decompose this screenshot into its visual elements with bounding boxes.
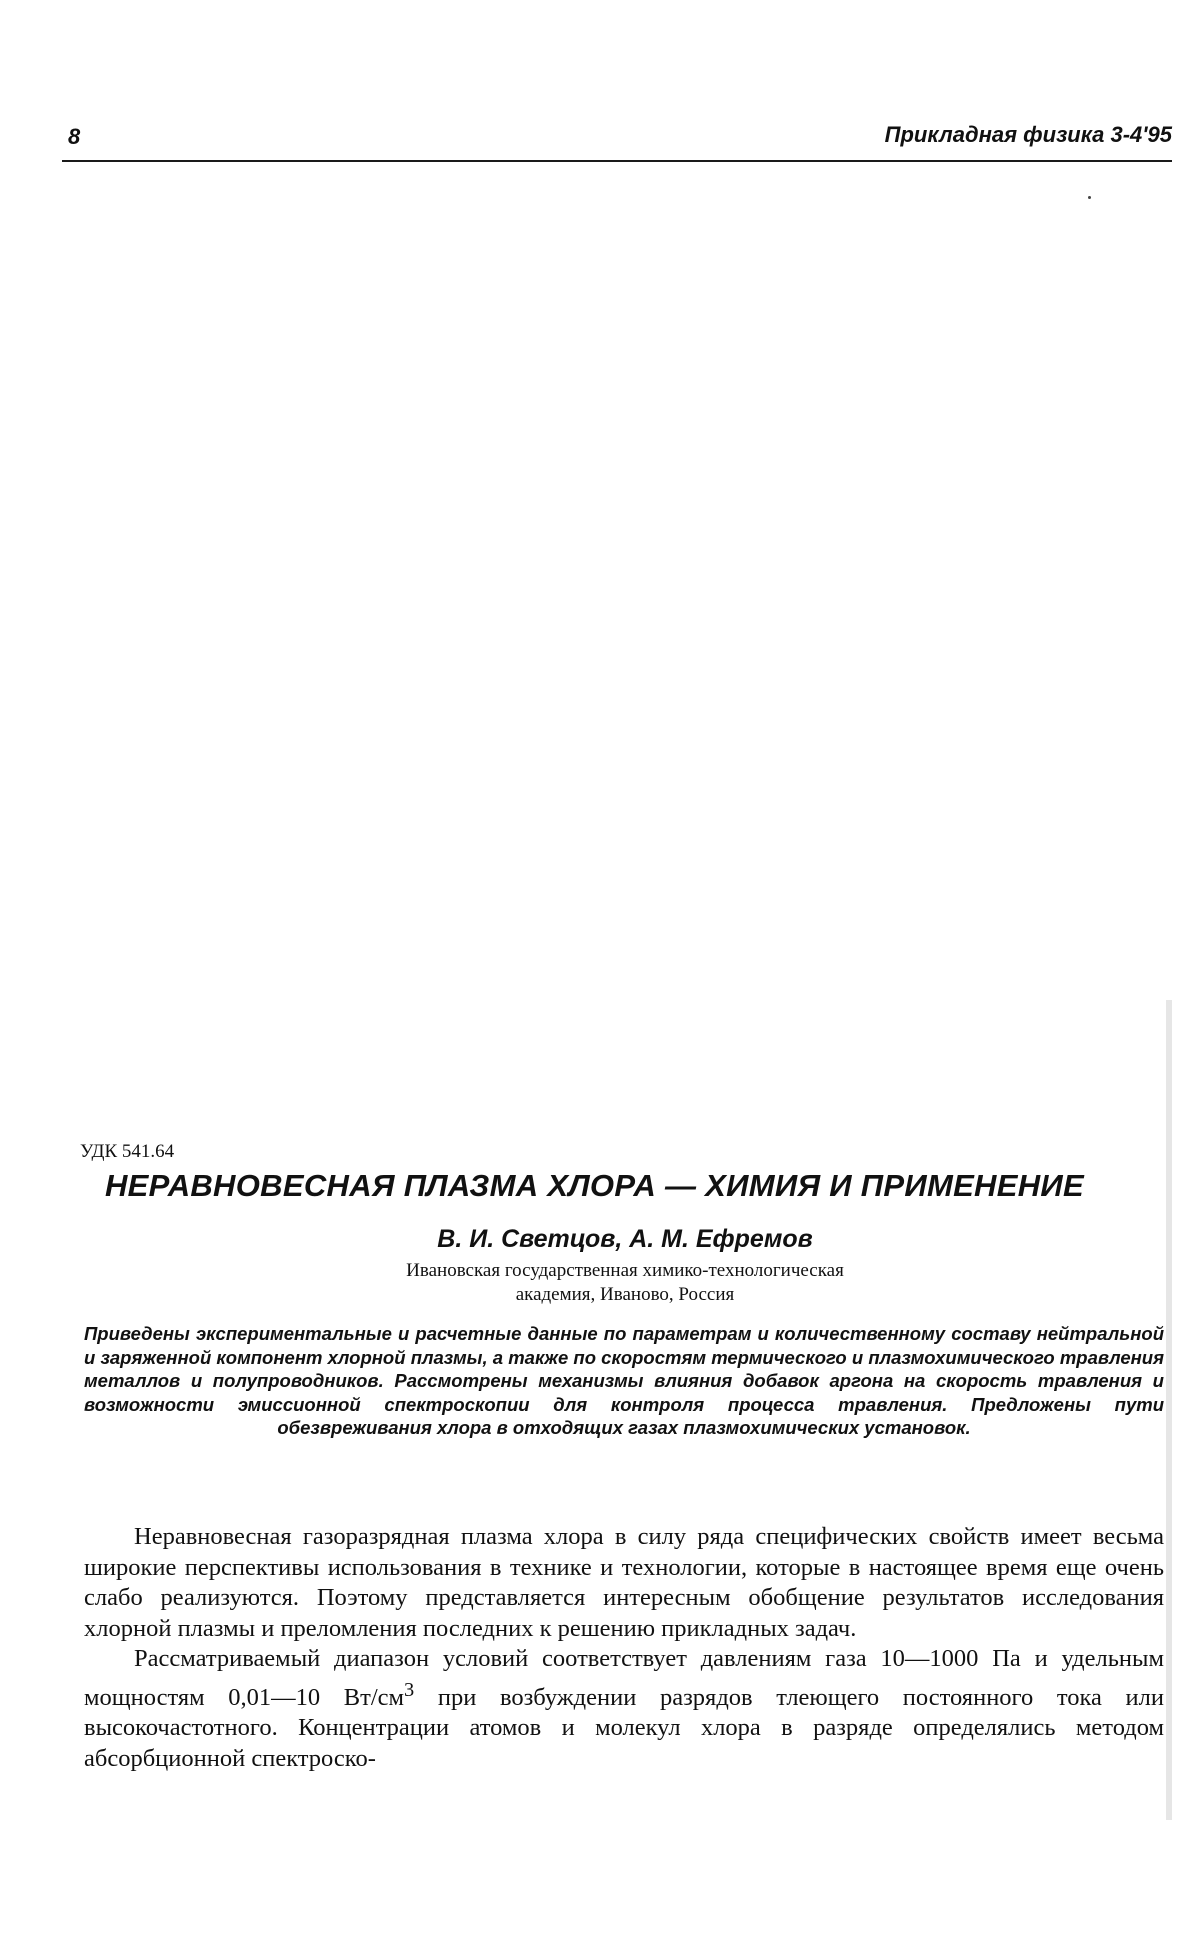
page-number: 8 bbox=[68, 124, 81, 149]
speck bbox=[1088, 196, 1091, 199]
authors: В. И. Светцов, А. М. Ефремов bbox=[437, 1225, 813, 1253]
affiliation-line-1: Ивановская государственная химико-технологическая bbox=[406, 1260, 844, 1281]
affiliation bbox=[80, 1259, 1170, 1307]
scan-edge-shadow bbox=[1166, 1000, 1172, 1820]
running-header bbox=[62, 120, 1172, 162]
superscript-exponent: 3 bbox=[404, 1678, 415, 1701]
abstract: Приведены экспериментальные и расчетные данные по параметрам и количественному составу нейтральной и заряженной компонент хлорной плазмы, а также по скоростям термического и плазмохимического травления металлов и полупроводников. Рассмотрены механизмы влияния добавок аргона на скорость травления и возможности эмиссионной спектроскопии для контроля процесса травления. Предложены пути обезвреживания хлора в отходящих газах плазмохимических установок. bbox=[84, 1323, 1164, 1438]
affiliation-line-2: академия, Иваново, Россия bbox=[515, 1284, 735, 1305]
paragraph-2 bbox=[84, 1644, 1164, 1774]
paragraph-2-part-1: Рассматриваемый диапазон условий соответствует давлениям газа 10—1000 Па и удельным мощностям 0,01—10 Вт/см bbox=[84, 1645, 1164, 1711]
paragraph-1: Неравновесная газоразрядная плазма хлора в силу ряда специфических свойств имеет весьма широкие перспективы использования в технике и технологии, которые в настоящее время еще очень слабо реализуются. Поэтому представляется интересным обобщение результатов исследования хлорной плазмы и преломления последних к решению прикладных задач. bbox=[84, 1523, 1164, 1642]
body-text bbox=[84, 1522, 1164, 1774]
journal-name: Прикладная физика 3-4'95 bbox=[884, 122, 1172, 147]
article-title: НЕРАВНОВЕСНАЯ ПЛАЗМА ХЛОРА — ХИМИЯ И ПРИМЕНЕНИЕ bbox=[105, 1168, 1084, 1203]
paragraph-2-part-2: при возбуждении разрядов тлеющего постоянного тока или высокочастотного. Концентрации атомов и молекул хлора в разряде определялись методом абсорбционной спектроско- bbox=[84, 1683, 1165, 1772]
udc-code: УДК 541.64 bbox=[80, 1141, 175, 1162]
